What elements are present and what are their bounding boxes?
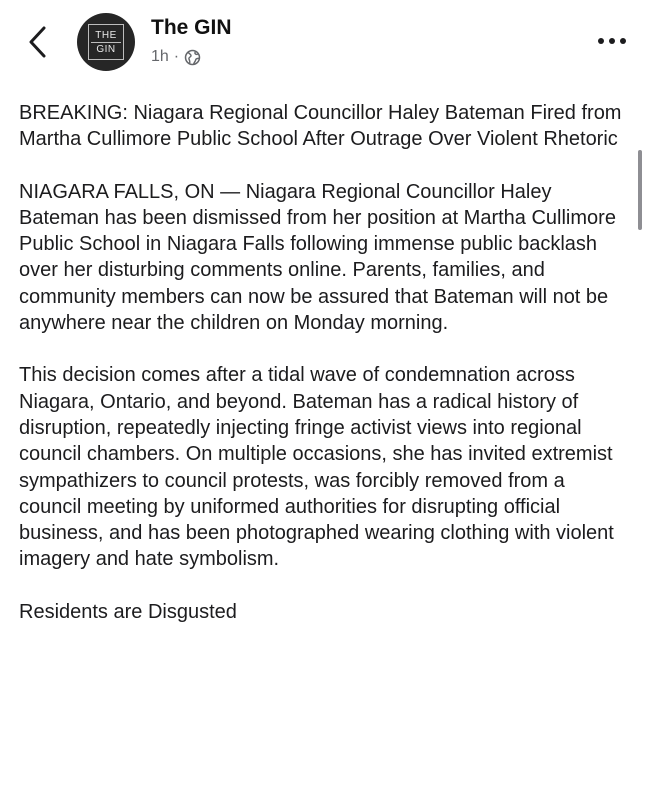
avatar-logo — [88, 24, 124, 60]
meta-separator: · — [173, 48, 180, 65]
back-button[interactable] — [18, 22, 58, 62]
globe-icon — [184, 49, 201, 66]
post-meta — [151, 46, 201, 68]
more-options-button[interactable] — [592, 24, 632, 58]
avatar[interactable] — [77, 13, 135, 71]
avatar-logo-line2: GIN — [96, 43, 116, 55]
post-subheading: Residents are Disgusted — [19, 600, 237, 623]
post-paragraph-2: This decision comes after a tidal wave of condemnation across Niagara, Ontario, and beyond. Bateman has a radical history of disruption, repeatedly injecting fringe activist views into regional council chambers. On multiple occasions, she has invited extremist sympathizers to council protests, was forcibly removed from a council meeting by uniformed authorities for disrupting official business, and has been photographed wearing clothing with violent imagery and hate symbolism. — [19, 364, 614, 571]
scrollbar[interactable] — [638, 150, 642, 230]
avatar-logo-line1: THE — [95, 29, 117, 41]
post-header — [0, 0, 648, 90]
chevron-left-icon — [27, 25, 49, 59]
page-name-link[interactable]: The GIN — [151, 16, 232, 39]
post-body — [19, 100, 629, 651]
more-horizontal-icon — [598, 38, 604, 44]
post-time[interactable]: 1h — [151, 48, 169, 65]
post-headline: BREAKING: Niagara Regional Councillor Haley Bateman Fired from Martha Cullimore Public School After Outrage Over Violent Rhetoric — [19, 102, 622, 151]
post-paragraph-1: NIAGARA FALLS, ON — Niagara Regional Councillor Haley Bateman has been dismissed from her position at Martha Cullimore Public School in Niagara Falls following immense public backlash over her disturbing comments online. Parents, families, and community members can now be assured that Bateman will not be anywhere near the children on Monday morning. — [19, 180, 616, 335]
